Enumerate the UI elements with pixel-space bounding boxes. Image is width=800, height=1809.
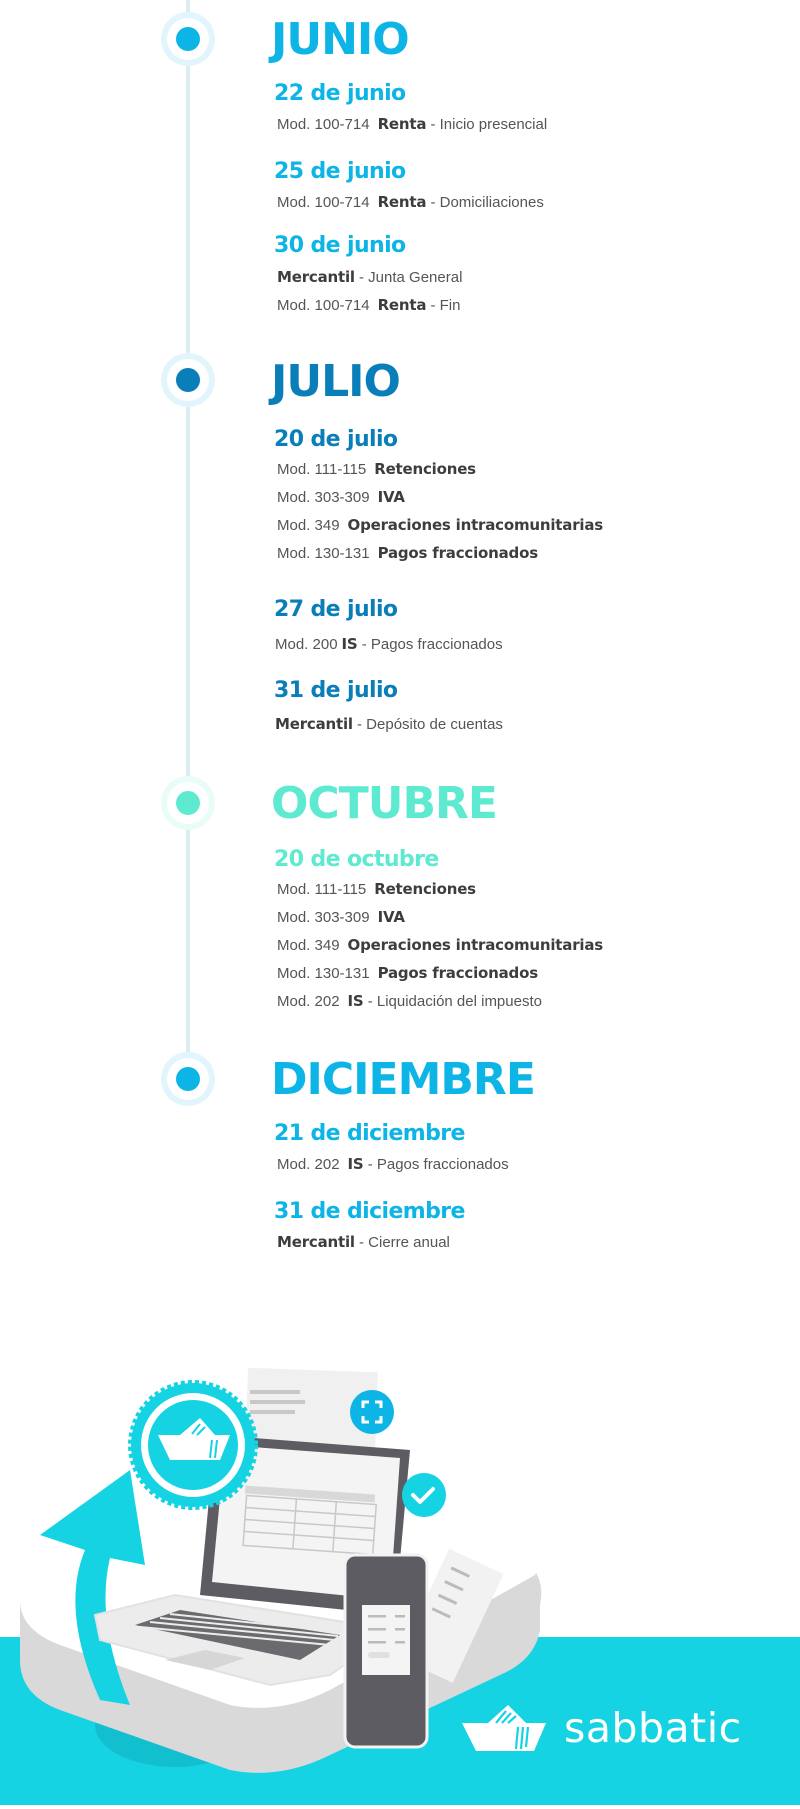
obligation-row: Mod. 111-115 Retenciones [277, 880, 476, 898]
date-title: 27 de julio [274, 597, 398, 622]
obligation-row: Mercantil - Depósito de cuentas [275, 715, 503, 733]
month-title-octubre: OCTUBRE [271, 778, 497, 829]
obligation-row: Mod. 303-309 IVA [277, 908, 405, 926]
date-title: 22 de junio [274, 81, 406, 106]
month-title-diciembre: DICIEMBRE [271, 1054, 535, 1105]
obligation-row: Mod. 100-714 Renta - Domiciliaciones [277, 193, 544, 211]
scan-icon [350, 1390, 394, 1434]
obligation-row: Mercantil - Cierre anual [277, 1233, 450, 1251]
month-title-julio: JULIO [271, 356, 400, 407]
timeline-dot-junio [161, 12, 215, 66]
obligation-row: Mod. 349 Operaciones intracomunitarias [277, 936, 603, 954]
obligation-row: Mod. 111-115 Retenciones [277, 460, 476, 478]
timeline-dot-diciembre [161, 1052, 215, 1106]
obligation-row: Mod. 349 Operaciones intracomunitarias [277, 516, 603, 534]
obligation-row: Mod. 100-714 Renta - Fin [277, 296, 461, 314]
date-title: 25 de junio [274, 159, 406, 184]
boat-logo-icon [460, 1703, 550, 1753]
brand-name: sabbatic [564, 1704, 742, 1752]
obligation-row: Mod. 130-131 Pagos fraccionados [277, 964, 538, 982]
date-title: 20 de julio [274, 427, 398, 452]
date-title: 30 de junio [274, 233, 406, 258]
date-title: 31 de julio [274, 678, 398, 703]
obligation-row: Mod. 303-309 IVA [277, 488, 405, 506]
obligation-row: Mod. 130-131 Pagos fraccionados [277, 544, 538, 562]
obligation-row: Mod. 100-714 Renta - Inicio presencial [277, 115, 548, 133]
timeline-dot-octubre [161, 776, 215, 830]
obligation-row: Mod. 200 IS - Pagos fraccionados [275, 635, 503, 653]
month-title-junio: JUNIO [271, 14, 409, 65]
obligation-row: Mercantil - Junta General [277, 268, 463, 286]
obligation-row: Mod. 202 IS - Liquidación del impuesto [277, 992, 542, 1010]
boat-seal-icon [131, 1383, 255, 1507]
timeline-line [186, 0, 190, 1055]
date-title: 21 de diciembre [274, 1121, 465, 1146]
sabbatic-brand[interactable] [460, 1698, 742, 1758]
date-title: 31 de diciembre [274, 1199, 465, 1224]
timeline-dot-julio [161, 353, 215, 407]
date-title: 20 de octubre [274, 847, 439, 872]
check-icon [402, 1473, 446, 1517]
obligation-row: Mod. 202 IS - Pagos fraccionados [277, 1155, 509, 1173]
